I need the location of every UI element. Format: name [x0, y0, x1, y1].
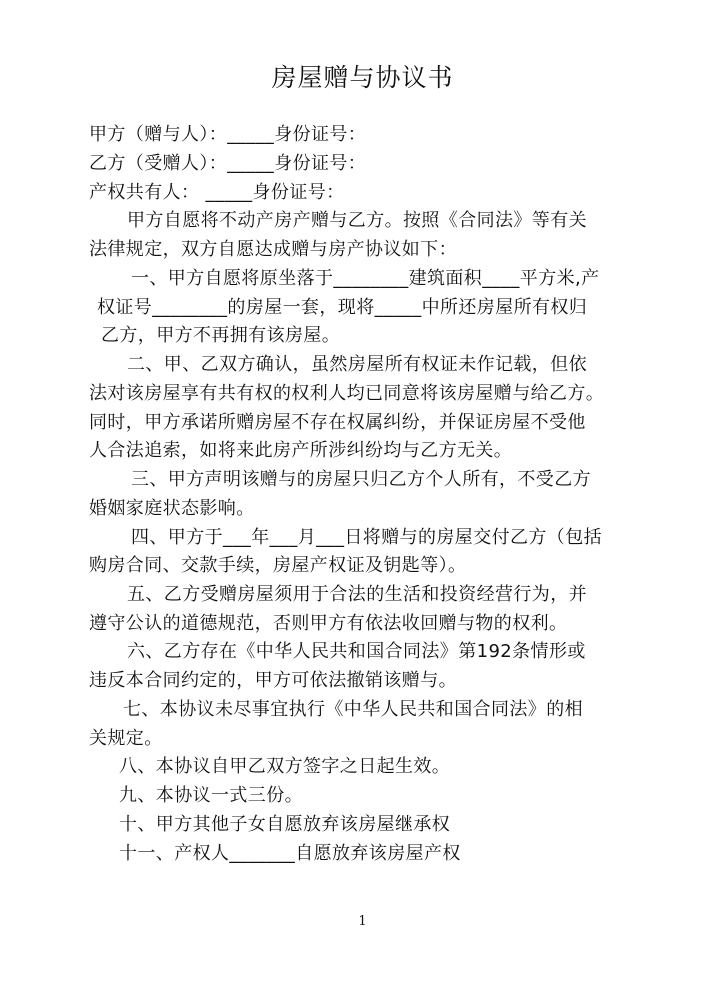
clause-2-line: 人合法追索，如将来此房产所涉纠纷均与乙方无关。: [89, 440, 513, 461]
clause-1-line: 一、甲方自愿将原坐落于________建筑面积____平方米,产: [131, 268, 600, 289]
page-number: 1: [358, 914, 367, 929]
clause-2-line: 法对该房屋享有共有权的权利人均已同意将该房屋赠与给乙方。: [89, 383, 605, 404]
clause-1-line: 乙方，甲方不再拥有该房屋。: [101, 325, 341, 346]
clause-1-line: 权证号________的房屋一套，现将_____中所还房屋所有权归: [97, 297, 588, 318]
donor-line: 甲方（赠与人）：_____身份证号：: [89, 124, 367, 145]
clause-6-line: 六、乙方存在《中华人民共和国合同法》第192条情形或: [127, 641, 586, 662]
clause-9-line: 九、本协议一式三份。: [119, 785, 303, 806]
clause-6-line: 违反本合同约定的，甲方可依法撤销该赠与。: [89, 670, 457, 691]
co-owner-line: 产权共有人： _____身份证号：: [89, 182, 345, 203]
clause-11-line: 十一、产权人_______自愿放弃该房屋产权: [119, 843, 461, 864]
clause-7-line: 关规定。: [89, 728, 163, 749]
clause-10-line: 十、甲方其他子女自愿放弃该房屋继承权: [119, 814, 451, 835]
clause-4-line: 购房合同、交款手续，房屋产权证及钥匙等）。: [89, 555, 467, 576]
clause-3-line: 三、甲方声明该赠与的房屋只归乙方个人所有，不受乙方: [131, 469, 591, 490]
intro-paragraph-line: 甲方自愿将不动产房产赠与乙方。按照《合同法》等有关: [127, 210, 587, 231]
clause-5-line: 遵守公认的道德规范，否则甲方有依法收回赠与物的权利。: [89, 613, 568, 634]
clause-4-line: 四、甲方于___年___月___日将赠与的房屋交付乙方（包括: [131, 527, 602, 548]
recipient-line: 乙方（受赠人）：_____身份证号：: [89, 153, 367, 174]
clause-3-line: 婚姻家庭状态影响。: [89, 498, 255, 519]
intro-paragraph-line: 法律规定，双方自愿达成赠与房产协议如下：: [89, 239, 457, 260]
clause-5-line: 五、乙方受赠房屋须用于合法的生活和投资经营行为，并: [127, 584, 587, 605]
document-title: 房屋赠与协议书: [271, 63, 454, 92]
clause-7-line: 七、本协议未尽事宜执行《中华人民共和国合同法》的相: [123, 699, 583, 720]
clause-2-line: 同时，甲方承诺所赠房屋不存在权属纠纷，并保证房屋不受他: [89, 412, 586, 433]
clause-2-line: 二、甲、乙双方确认，虽然房屋所有权证未作记载，但依: [127, 354, 587, 375]
clause-8-line: 八、本协议自甲乙双方签字之日起生效。: [119, 756, 451, 777]
